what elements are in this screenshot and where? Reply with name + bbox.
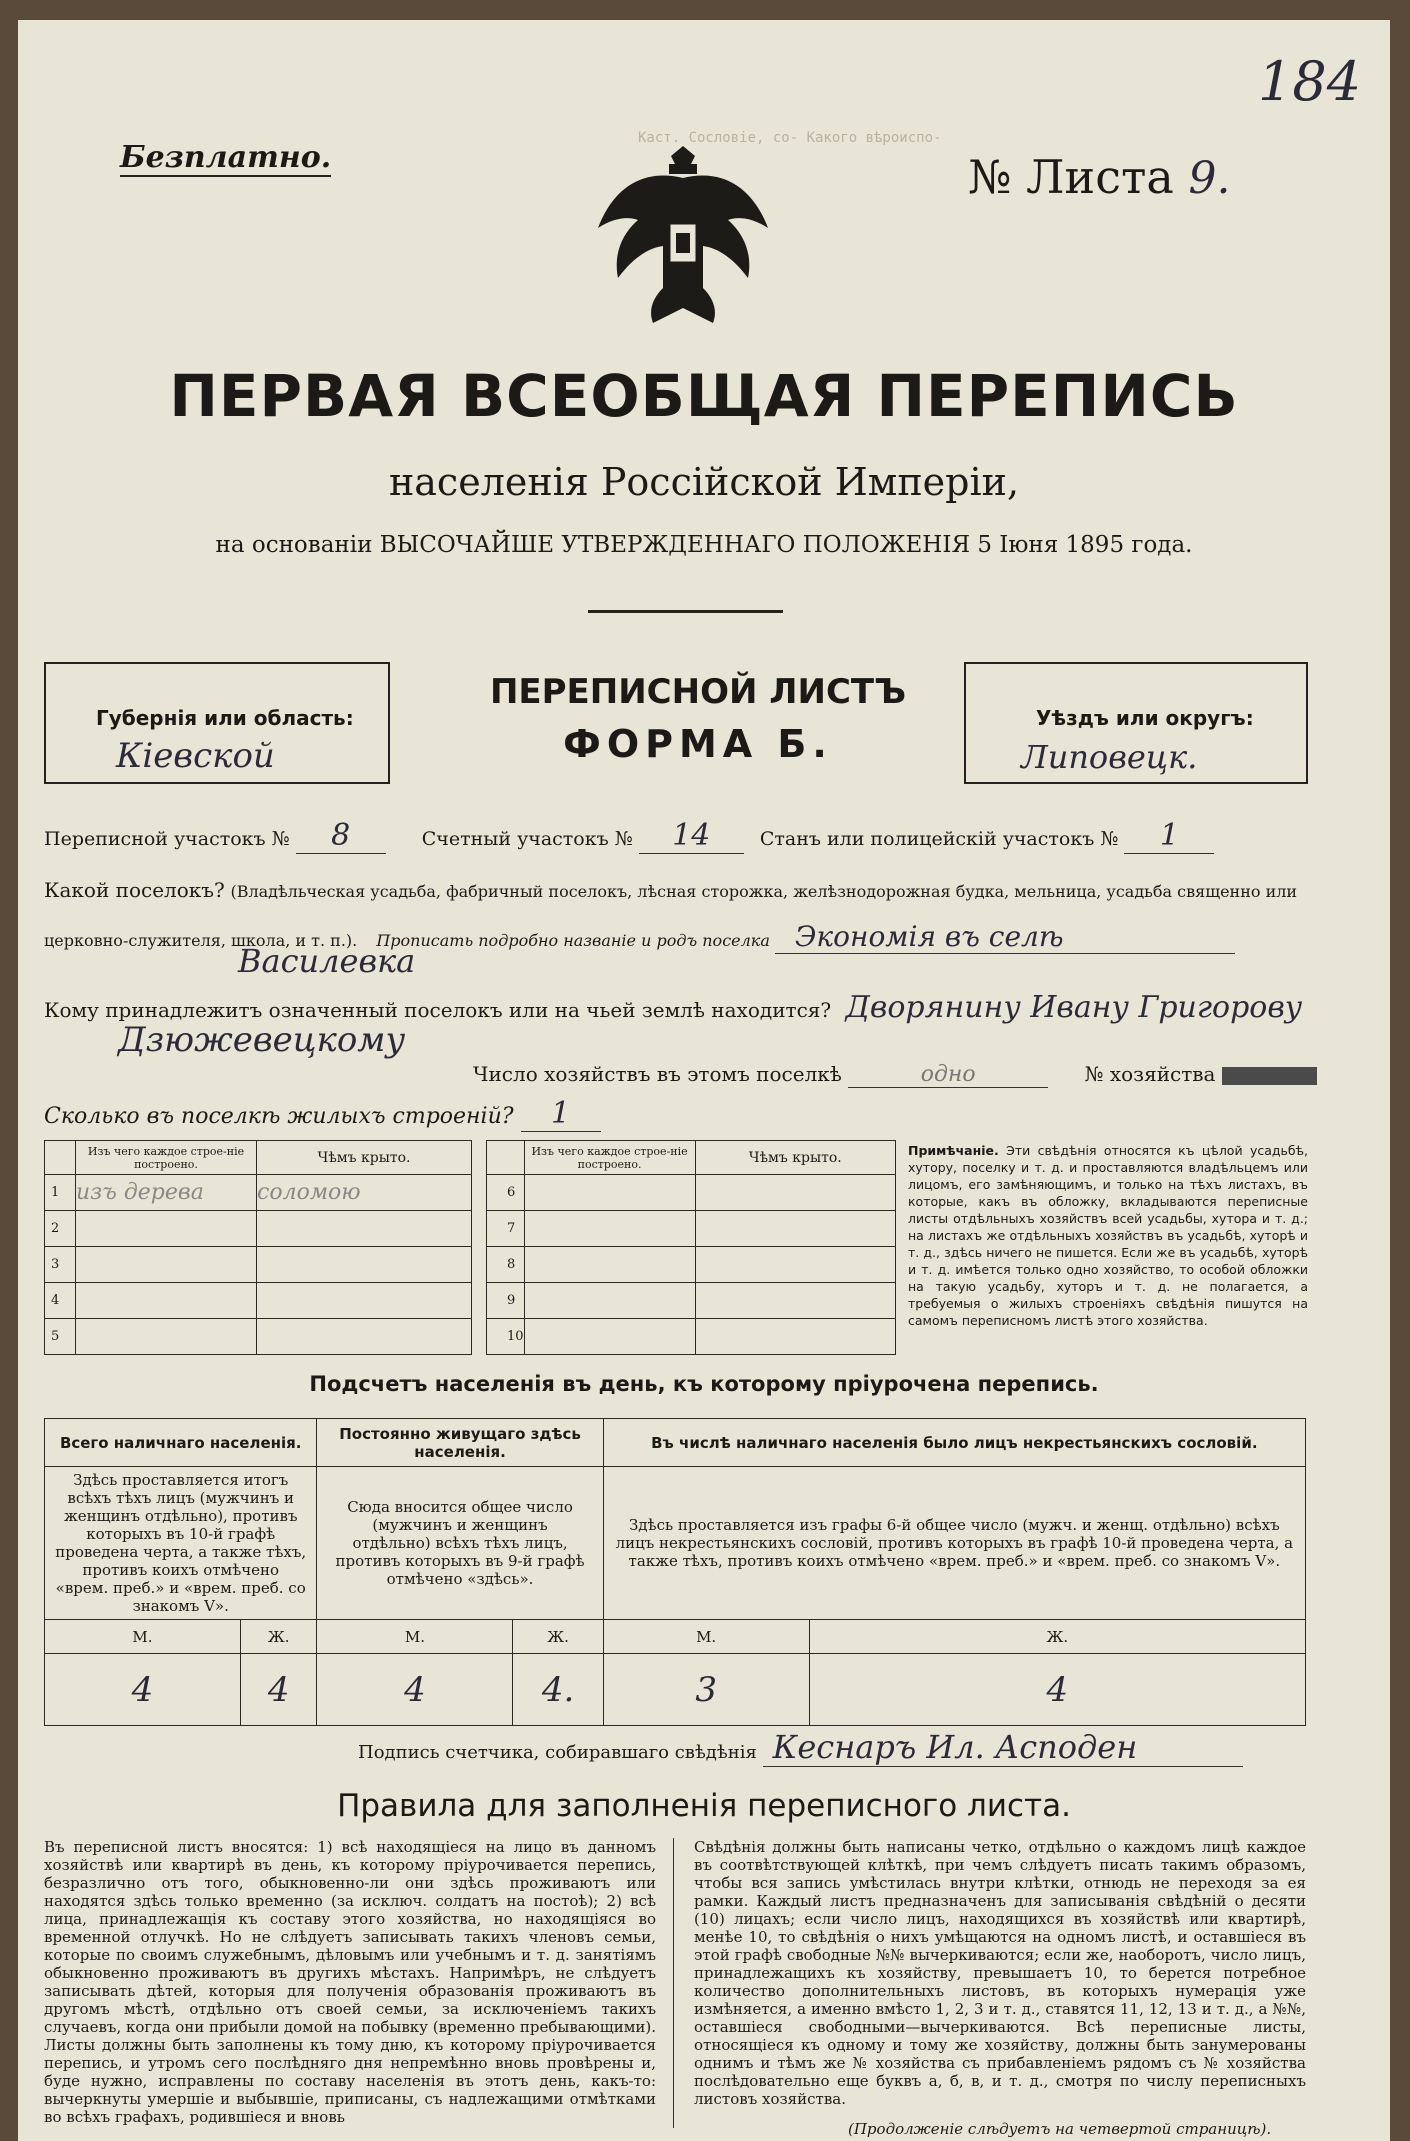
pop-permanent-m: 4 xyxy=(317,1654,513,1726)
population-title: Подсчетъ населенія въ день, къ которому пріурочена перепись. xyxy=(309,1372,1099,1396)
pop-nonpeasant-f: 4 xyxy=(809,1654,1305,1726)
pop-total-f: 4 xyxy=(241,1654,317,1726)
pop-col-desc-3: Здѣсь проставляется изъ графы 6-й общее число (мужч. и женщ. отдѣльно) всѣхъ лицъ некрестьянскихъ сословій, противъ которыхъ въ графѣ 10-й проведена черта, а также тѣхъ, противъ коихъ отмѣчено «врем. преб.» и «врем. преб. со знакомъ V». xyxy=(603,1467,1305,1620)
main-title: ПЕРВАЯ ВСЕОБЩАЯ ПЕРЕПИСЬ xyxy=(169,362,1239,430)
uezd-value: Липовецк. xyxy=(1021,738,1198,776)
pop-col-head-2: Постоянно живущаго здѣсь населенія. xyxy=(317,1419,603,1467)
rules-title: Правила для заполненія переписного листа. xyxy=(337,1788,1071,1824)
title-divider xyxy=(588,610,783,613)
rules-divider xyxy=(673,1838,674,2128)
buildings-question: Сколько въ поселкѣ жилыхъ строеній? 1 xyxy=(44,1096,601,1132)
settlement-question: Какой поселокъ? (Владѣльческая усадьба, фабричный поселокъ, лѣсная сторожка, желѣзнодорожная будка, мельница, усадьба священно или xyxy=(44,878,1298,902)
form-code: ФОРМА Б. xyxy=(563,722,833,766)
owner-value-1: Дворянину Ивану Григорову xyxy=(845,990,1303,1025)
sheet-number-value: 9. xyxy=(1188,153,1231,204)
buildings-value: 1 xyxy=(521,1096,601,1132)
pop-col-desc-1: Здѣсь проставляется итогъ всѣхъ тѣхъ лицъ (мужчинъ и женщинъ отдѣльно), противъ которыхъ въ 10-й графѣ проведена черта, а также тѣхъ, противъ коихъ отмѣчено «врем. преб.» и «врем. преб. со знакомъ V». xyxy=(45,1467,317,1620)
sections-line: Переписной участокъ № 8 Счетный участокъ № 14 Станъ или полицейскій участокъ № 1 xyxy=(44,818,1214,854)
signature-line: Подпись счетчика, собиравшаго свѣдѣнія Кеснаръ Ил. Асподен xyxy=(358,1728,1243,1767)
census-sheet xyxy=(18,20,1390,2141)
count-section-value: 14 xyxy=(639,818,744,854)
settlement-value-2: Василевка xyxy=(238,942,416,980)
corner-number: 184 xyxy=(1258,50,1362,113)
household-no-redaction xyxy=(1222,1067,1317,1085)
pop-col-head-3: Въ числѣ наличнаго населенія было лицъ некрестьянскихъ сословій. xyxy=(603,1419,1305,1467)
census-section-value: 8 xyxy=(296,818,386,854)
note-block: Примѣчаніе. Эти свѣдѣнія относятся къ цѣлой усадьбѣ, хутору, поселку и т. д. и проставляются владѣльцемъ или лицомъ, его замѣняющимъ, и только на тѣхъ листахъ, въ которые, какъ въ обложку, вкладываются переписные листы отдѣльныхъ хозяйствъ всей усадьбы, хутора и т. д.; на листахъ же отдѣльныхъ хозяйствъ въ усадьбѣ, хуторѣ и т. д., здѣсь ничего не пишется. Если же въ усадьбѣ, хуторѣ и т. д. имѣется только одно хозяйство, то особой обложки на такую усадьбу, хуторъ и т. д. не полагается, а требуемыя о жилыхъ строеніяхъ свѣдѣнія пишутся на самомъ переписномъ листѣ этого хозяйства. xyxy=(908,1143,1308,1328)
bleed-through-text: Каст. Сословіе, со- Какого вѣроиспо- xyxy=(638,130,942,146)
settlement-value-1: Экономія въ селѣ xyxy=(775,920,1235,954)
free-label: Безплатно. xyxy=(120,140,332,175)
owner-value-2: Дзюжевецкому xyxy=(118,1020,406,1060)
households-value: одно xyxy=(848,1062,1048,1088)
buildings-table-right: Изъ чего каждое строе-ніе построено. Чѣмъ крыто. 6 7 8 9 10 xyxy=(486,1140,896,1355)
rules-continued: (Продолженіе слѣдуетъ на четвертой страницѣ). xyxy=(848,2120,1272,2138)
pop-nonpeasant-m: 3 xyxy=(603,1654,809,1726)
uezd-label: Уѣздъ или округъ: xyxy=(1036,706,1254,730)
gubernia-label: Губернія или область: xyxy=(96,706,354,730)
population-table: Всего наличнаго населенія. Постоянно живущаго здѣсь населенія. Въ числѣ наличнаго населенія было лицъ некрестьянскихъ сословій. Здѣсь проставляется итогъ всѣхъ тѣхъ лицъ (мужчинъ и женщинъ отдѣльно), противъ которыхъ въ 10-й графѣ проведена черта, а также тѣхъ, противъ коихъ отмѣчено «врем. преб.» и «врем. преб. со знакомъ V». Сюда вносится общее число (мужчинъ и женщинъ отдѣльно) всѣхъ тѣхъ лицъ, противъ которыхъ въ 9-й графѣ отмѣчено «здѣсь». Здѣсь проставляется изъ графы 6-й общее число (мужч. и женщ. отдѣльно) всѣхъ лицъ некрестьянскихъ сословій, противъ которыхъ въ графѣ 10-й проведена черта, а также тѣхъ, противъ коихъ отмѣчено «врем. преб.» и «врем. преб. со знакомъ V». М. Ж. М. Ж. М. Ж. 4 4 4 4. 3 4 xyxy=(44,1418,1306,1726)
pop-col-desc-2: Сюда вносится общее число (мужчинъ и женщинъ отдѣльно) всѣхъ тѣхъ лицъ, противъ которыхъ въ 9-й графѣ отмѣчено «здѣсь». xyxy=(317,1467,603,1620)
sheet-number: № Листа 9. xyxy=(968,150,1231,204)
imperial-eagle-emblem xyxy=(583,138,783,338)
signature-value: Кеснаръ Ил. Асподен xyxy=(763,1728,1243,1767)
subtitle: населенія Россійской Имперіи, xyxy=(388,460,1020,504)
rules-right-column: Свѣдѣнія должны быть написаны четко, отдѣльно о каждомъ лицѣ каждое въ соотвѣтствующей клѣткѣ, при чемъ слѣдуетъ писать такимъ образомъ, чтобы вся запись умѣстилась внутри клѣтки, отнюдь не переходя за ея рамки. Каждый листъ предназначенъ для записыванія свѣдѣній о десяти (10) лицахъ; если число лицъ, находящихся въ хозяйствѣ или квартирѣ, менѣе 10, то свѣдѣнія о нихъ умѣщаются на одномъ листѣ, и оставшіеся въ этой графѣ свободные №№ вычеркиваются; если же, наоборотъ, число лицъ, принадлежащихъ къ хозяйству, превышаетъ 10, то берется потребное количество дополнительныхъ листовъ, въ которыхъ нумерація уже измѣняется, а именно вмѣсто 1, 2, 3 и т. д., ставятся 11, 12, 13 и т. д., а №№, оставшіеся свободными—вычеркиваются. Всѣ переписные листы, относящіеся къ одному и тому же хозяйству, должны быть занумерованы однимъ и тѣмъ же № хозяйства съ прибавленіемъ рядомъ съ № хозяйства послѣдовательно еще буквъ а, б, в, и т. д., смотря по числу переписныхъ листовъ хозяйства. xyxy=(694,1838,1306,2108)
police-section-value: 1 xyxy=(1124,818,1214,854)
gubernia-value: Кіевской xyxy=(116,736,275,776)
form-title: ПЕРЕПИСНОЙ ЛИСТЪ xyxy=(489,672,907,712)
households-line: Число хозяйствъ въ этомъ поселкѣ одно № хозяйства xyxy=(473,1062,1317,1088)
buildings-table-left: Изъ чего каждое строе-ніе построено. Чѣмъ крыто. 1 изъ дерева соломою 2 3 4 5 xyxy=(44,1140,472,1355)
pop-permanent-f: 4. xyxy=(513,1654,603,1726)
owner-question: Кому принадлежитъ означенный поселокъ или на чьей землѣ находится? Дворянину Ивану Григорову xyxy=(44,990,1303,1025)
settlement-hint: церковно-служителя, школа, и т. п.). Прописать подробно названіе и родъ поселка Экономія въ селѣ xyxy=(44,920,1235,954)
pop-col-head-1: Всего наличнаго населенія. xyxy=(45,1419,317,1467)
uezd-box xyxy=(964,662,1308,784)
gubernia-box xyxy=(44,662,390,784)
basis-line: на основаніи ВЫСОЧАЙШЕ УТВЕРЖДЕННАГО ПОЛОЖЕНІЯ 5 Іюня 1895 года. xyxy=(215,532,1193,558)
pop-total-m: 4 xyxy=(45,1654,241,1726)
rules-left-column: Въ переписной листъ вносятся: 1) всѣ находящіеся на лицо въ данномъ хозяйствѣ или квартирѣ въ день, къ которому пріурочивается перепись, безразлично отъ того, обыкновенно-ли они здѣсь проживаютъ или находятся здѣсь только временно (за исключ. солдатъ на постоѣ); 2) всѣ лица, принадлежащія къ составу этого хозяйства, но находящіяся во временной отлучкѣ. Но не слѣдуетъ записывать такихъ членовъ семьи, которые по своимъ служебнымъ, дѣловымъ или учебнымъ и т. д. занятіямъ обыкновенно проживаютъ въ другихъ мѣстахъ. Напримѣръ, не слѣдуетъ записывать дѣтей, которыя для полученія образованія проживаютъ въ другомъ мѣстѣ, отдѣльно отъ своей семьи, за исключеніемъ такихъ случаевъ, когда они прибыли домой на побывку (временно пребывающими). Листы должны быть заполнены къ тому дню, къ которому пріурочивается перепись, и утромъ сего послѣдняго дня непремѣнно вновь провѣрены и, буде нужно, исправлены по составу населенія въ этотъ день, какъ-то: вычеркнуты умершіе и выбывшіе, приписаны, съ надлежащими отмѣтками во всѣхъ графахъ, родившіеся и вновь xyxy=(44,1838,656,2126)
